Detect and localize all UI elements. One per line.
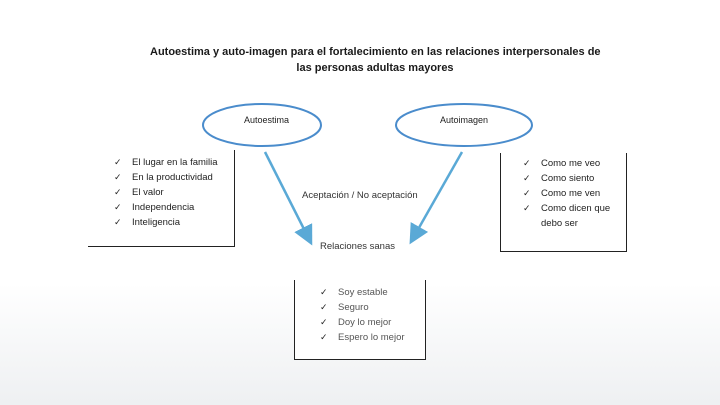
autoestima-label: Autoestima — [244, 115, 290, 125]
check-icon: ✓ — [114, 187, 122, 197]
check-icon: ✓ — [320, 332, 328, 342]
check-icon: ✓ — [114, 217, 122, 227]
relaciones-sanas-list — [320, 285, 405, 345]
autoimagen-label: Autoimagen — [440, 115, 489, 125]
list-item: debo ser — [541, 218, 578, 229]
list-item: ✓ Soy estable — [320, 287, 388, 298]
title-line-2: las personas adultas mayores — [296, 62, 454, 74]
list-item: ✓ Como me veo — [523, 158, 601, 169]
list-item: ✓ El valor — [114, 187, 164, 198]
check-icon: ✓ — [320, 287, 328, 297]
autoestima-list — [114, 155, 218, 230]
check-icon: ✓ — [320, 302, 328, 312]
list-item: ✓ Inteligencia — [114, 217, 181, 228]
list-item: ✓ Como dicen que — [523, 203, 611, 214]
list-item: ✓ Como me ven — [523, 188, 601, 199]
autoimagen-list — [523, 156, 610, 231]
autoestima-oval — [203, 104, 321, 146]
check-icon: ✓ — [320, 317, 328, 327]
autoestima-box — [88, 150, 235, 247]
aceptacion-label: Aceptación / No aceptación — [302, 190, 418, 201]
check-icon: ✓ — [523, 203, 531, 213]
right-arrow — [412, 152, 462, 240]
check-icon: ✓ — [523, 188, 531, 198]
check-icon: ✓ — [114, 172, 122, 182]
list-item: ✓ En la productividad — [114, 172, 213, 183]
list-item: ✓ El lugar en la familia — [114, 157, 218, 168]
check-icon: ✓ — [114, 202, 122, 212]
list-item: ✓ Doy lo mejor — [320, 317, 392, 328]
list-item: ✓ Seguro — [320, 302, 369, 313]
relaciones-sanas-box — [294, 280, 426, 360]
title-line-1: Autoestima y auto-imagen para el fortalecimiento en las relaciones interpersonales de — [150, 46, 601, 58]
list-item: ✓ Como siento — [523, 173, 595, 184]
autoimagen-box — [500, 153, 627, 252]
relaciones-sanas-label: Relaciones sanas — [320, 241, 395, 252]
check-icon: ✓ — [523, 158, 531, 168]
check-icon: ✓ — [114, 157, 122, 167]
check-icon: ✓ — [523, 173, 531, 183]
list-item: ✓ Independencia — [114, 202, 195, 213]
autoimagen-oval — [396, 104, 532, 146]
list-item: ✓ Espero lo mejor — [320, 332, 405, 343]
